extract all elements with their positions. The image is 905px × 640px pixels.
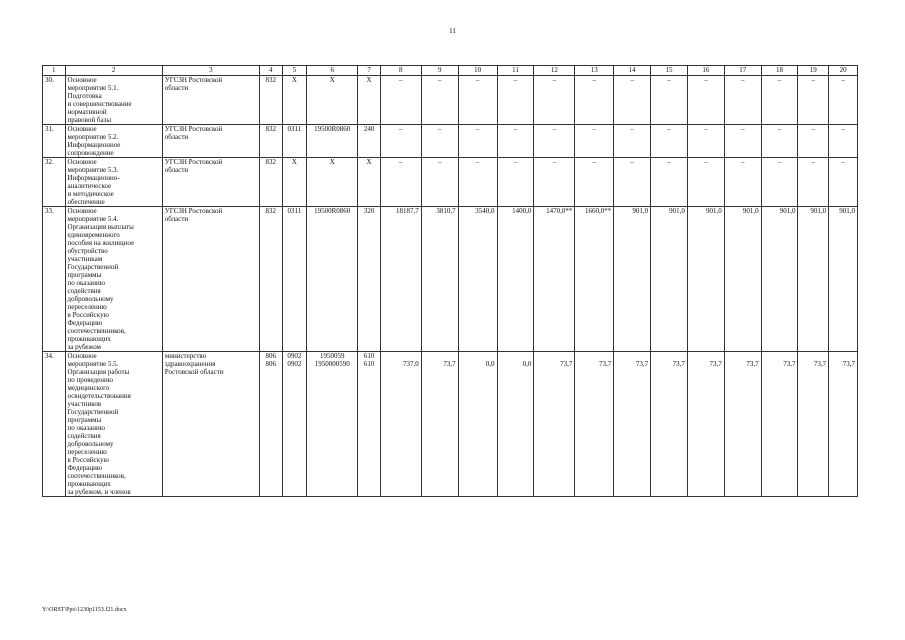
cell-line: Х <box>329 158 335 166</box>
csr-cell <box>307 207 358 352</box>
column-header: 3 <box>162 66 259 76</box>
cell-line: Подготовка <box>67 92 102 100</box>
value-cell: 18187,7 <box>380 207 421 352</box>
cell-line: программы <box>67 271 102 279</box>
column-header: 5 <box>282 66 307 76</box>
column-header: 8 <box>380 66 421 76</box>
grbs-cell <box>260 125 283 158</box>
row-number-cell: 32. <box>43 158 66 207</box>
cell-line: 832 <box>265 158 277 166</box>
grbs-cell <box>260 207 283 352</box>
cell-line: Основное <box>67 352 97 360</box>
cell-line: 1950059 <box>319 352 345 360</box>
value-cell: 901,0 <box>761 207 798 352</box>
cell-line: Х <box>291 158 297 166</box>
value-cell: – <box>534 158 575 207</box>
vr-cell <box>358 207 381 352</box>
column-header: 12 <box>534 66 575 76</box>
grbs-cell <box>260 76 283 125</box>
value-cell: 3810,7 <box>421 207 458 352</box>
column-header: 6 <box>307 66 358 76</box>
value-cell: – <box>687 76 724 125</box>
value-cell: 73,7 <box>687 352 724 497</box>
value-cell: 73,7 <box>651 352 688 497</box>
cell-line: медицинского <box>67 384 110 392</box>
cell-line: Организация работы <box>67 368 130 376</box>
executor-cell <box>162 158 259 207</box>
cell-line: мероприятие 5.4. <box>67 215 119 223</box>
measure-name-cell <box>65 352 162 497</box>
cell-line: нормативной <box>67 108 107 116</box>
cell-line: мероприятие 5.2. <box>67 133 119 141</box>
cell-line: 806 <box>265 352 277 360</box>
value-cell: – <box>534 76 575 125</box>
cell-line: сопровождение <box>67 149 114 157</box>
cell-line: в Российскую <box>67 311 109 319</box>
table-row <box>43 352 858 497</box>
cell-line: по оказанию <box>67 279 106 287</box>
grbs-cell <box>260 158 283 207</box>
value-cell: – <box>380 158 421 207</box>
cell-line: Х <box>291 76 297 84</box>
cell-line: Х <box>366 158 372 166</box>
cell-line: области <box>164 84 189 92</box>
value-cell: – <box>497 125 534 158</box>
value-cell: – <box>761 158 798 207</box>
value-cell: 73,7 <box>614 352 651 497</box>
cell-line: УГСЗН Ростовской <box>164 207 223 215</box>
value-cell: 901,0 <box>724 207 761 352</box>
cell-line: 610 <box>363 352 375 360</box>
cell-line: здравоохранения <box>164 360 216 368</box>
value-cell: 1470,0** <box>534 207 575 352</box>
executor-cell <box>162 76 259 125</box>
value-cell: 73,7 <box>798 352 829 497</box>
value-cell: – <box>575 76 614 125</box>
value-cell: – <box>614 158 651 207</box>
cell-line: Основное <box>67 125 97 133</box>
value-cell: 73,7 <box>761 352 798 497</box>
rzpr-cell <box>282 125 307 158</box>
column-header: 15 <box>651 66 688 76</box>
cell-line: Информационное <box>67 141 121 149</box>
table-row <box>43 158 858 207</box>
cell-line: УГСЗН Ростовской <box>164 76 223 84</box>
value-cell: – <box>575 158 614 207</box>
cell-line: аналитическое <box>67 182 112 190</box>
executor-cell <box>162 125 259 158</box>
cell-line: области <box>164 133 189 141</box>
column-header: 14 <box>614 66 651 76</box>
value-cell: – <box>421 76 458 125</box>
cell-line: 806 <box>265 360 277 368</box>
column-header: 9 <box>421 66 458 76</box>
cell-line: программы <box>67 416 102 424</box>
value-cell: – <box>687 158 724 207</box>
value-cell: – <box>651 158 688 207</box>
cell-line: 610 <box>363 360 375 368</box>
cell-line: области <box>164 215 189 223</box>
column-header: 16 <box>687 66 724 76</box>
value-cell: – <box>829 125 858 158</box>
executor-cell <box>162 207 259 352</box>
cell-line: за рубежом, и членов <box>67 488 131 496</box>
cell-line: в Российскую <box>67 456 109 464</box>
value-cell: 3540,0 <box>458 207 497 352</box>
measure-name-cell <box>65 207 162 352</box>
measure-name-cell <box>65 158 162 207</box>
table-row <box>43 125 858 158</box>
column-header: 11 <box>497 66 534 76</box>
cell-line: содействия <box>67 432 101 440</box>
cell-line: 832 <box>265 76 277 84</box>
value-cell: – <box>380 125 421 158</box>
column-header: 13 <box>575 66 614 76</box>
cell-line: Ростовской области <box>164 368 224 376</box>
rzpr-cell <box>282 158 307 207</box>
cell-line: министерство <box>164 352 207 360</box>
value-cell: 73,7 <box>534 352 575 497</box>
column-header: 2 <box>65 66 162 76</box>
value-cell: 73,7 <box>575 352 614 497</box>
vr-cell <box>358 76 381 125</box>
cell-line: по проведению <box>67 376 113 384</box>
value-cell: 73,7 <box>421 352 458 497</box>
value-cell: 0,0 <box>458 352 497 497</box>
csr-cell <box>307 352 358 497</box>
value-cell: 901,0 <box>614 207 651 352</box>
value-cell: – <box>798 125 829 158</box>
value-cell: – <box>651 76 688 125</box>
cell-line: Х <box>329 76 335 84</box>
cell-line: 240 <box>363 125 375 133</box>
cell-line: УГСЗН Ростовской <box>164 125 223 133</box>
cell-line: соотечественников, <box>67 472 126 480</box>
cell-line: 832 <box>265 207 277 215</box>
csr-cell <box>307 125 358 158</box>
cell-line: участникам <box>67 255 103 263</box>
cell-line: переселению <box>67 448 107 456</box>
cell-line: обеспечение <box>67 198 105 206</box>
value-cell: – <box>614 125 651 158</box>
value-cell: – <box>458 125 497 158</box>
vr-cell <box>358 158 381 207</box>
table-header <box>43 66 858 76</box>
row-number-cell: 33. <box>43 207 66 352</box>
value-cell: – <box>421 158 458 207</box>
cell-line: участников <box>67 400 102 408</box>
value-cell: 901,0 <box>687 207 724 352</box>
value-cell: – <box>458 158 497 207</box>
cell-line: проживающих <box>67 480 111 488</box>
value-cell: – <box>761 125 798 158</box>
cell-line: пособия на жилищное <box>67 239 135 247</box>
cell-line: 320 <box>363 207 375 215</box>
measure-name-cell <box>65 76 162 125</box>
measure-name-cell <box>65 125 162 158</box>
table-row <box>43 207 858 352</box>
cell-line: за рубежом <box>67 343 101 351</box>
value-cell: – <box>724 158 761 207</box>
cell-line: 19500R0860 <box>314 125 351 133</box>
value-cell: 1660,0** <box>575 207 614 352</box>
cell-line: Основное <box>67 76 97 84</box>
cell-line: по оказанию <box>67 424 106 432</box>
cell-line: обустройство <box>67 247 108 255</box>
cell-line: 19500R0860 <box>314 207 351 215</box>
cell-line: проживающих <box>67 335 111 343</box>
cell-line: и методическое <box>67 190 114 198</box>
value-cell: 737,0 <box>380 352 421 497</box>
row-number-cell: 31. <box>43 125 66 158</box>
cell-line: 832 <box>265 125 277 133</box>
value-cell: – <box>829 76 858 125</box>
value-cell: – <box>798 76 829 125</box>
value-cell: – <box>380 76 421 125</box>
cell-line: добровольному <box>67 440 114 448</box>
cell-line: Государственной <box>67 408 119 416</box>
value-cell: – <box>534 125 575 158</box>
column-header: 4 <box>260 66 283 76</box>
cell-line: 1950000590 <box>314 360 350 368</box>
cell-line: содействия <box>67 287 101 295</box>
value-cell: – <box>651 125 688 158</box>
value-cell: 1400,0 <box>497 207 534 352</box>
csr-cell <box>307 158 358 207</box>
value-cell: 73,7 <box>724 352 761 497</box>
column-header: 18 <box>761 66 798 76</box>
cell-line: мероприятие 5.5. <box>67 360 119 368</box>
value-cell: 0,0 <box>497 352 534 497</box>
value-cell: – <box>724 76 761 125</box>
row-number-cell: 34. <box>43 352 66 497</box>
cell-line: мероприятие 5.3. <box>67 166 119 174</box>
value-cell: 901,0 <box>798 207 829 352</box>
value-cell: 901,0 <box>651 207 688 352</box>
program-table <box>42 65 858 497</box>
column-header: 1 <box>43 66 66 76</box>
cell-line: Х <box>366 76 372 84</box>
cell-line: добровольному <box>67 295 114 303</box>
cell-line: 0902 <box>287 360 302 368</box>
row-number-cell: 30. <box>43 76 66 125</box>
value-cell: – <box>497 76 534 125</box>
value-cell: – <box>798 158 829 207</box>
page-number: 11 <box>449 27 456 35</box>
value-cell: – <box>575 125 614 158</box>
value-cell: 901,0 <box>829 207 858 352</box>
cell-line: Организация выплаты <box>67 223 134 231</box>
cell-line: правовой базы <box>67 116 112 124</box>
value-cell: – <box>829 158 858 207</box>
rzpr-cell <box>282 352 307 497</box>
value-cell: – <box>761 76 798 125</box>
cell-line: Федерацию <box>67 464 103 472</box>
cell-line: освидетельствования <box>67 392 131 400</box>
cell-line: Основное <box>67 207 97 215</box>
cell-line: переселению <box>67 303 107 311</box>
cell-line: Информационно- <box>67 174 120 182</box>
value-cell: – <box>497 158 534 207</box>
vr-cell <box>358 352 381 497</box>
csr-cell <box>307 76 358 125</box>
column-header: 7 <box>358 66 381 76</box>
column-header: 17 <box>724 66 761 76</box>
cell-line: УГСЗН Ростовской <box>164 158 223 166</box>
cell-line: 0902 <box>287 352 302 360</box>
value-cell: – <box>687 125 724 158</box>
cell-line: Основное <box>67 158 97 166</box>
vr-cell <box>358 125 381 158</box>
value-cell: 73,7 <box>829 352 858 497</box>
cell-line: 0311 <box>287 207 302 215</box>
executor-cell <box>162 352 259 497</box>
cell-line: мероприятие 5.1. <box>67 84 119 92</box>
value-cell: – <box>458 76 497 125</box>
column-header: 20 <box>829 66 858 76</box>
table-row <box>43 76 858 125</box>
cell-line: Федерацию <box>67 319 103 327</box>
column-header: 10 <box>458 66 497 76</box>
cell-line: Государственной <box>67 263 119 271</box>
cell-line: 0311 <box>287 125 302 133</box>
value-cell: – <box>724 125 761 158</box>
rzpr-cell <box>282 207 307 352</box>
cell-line: соотечественников, <box>67 327 126 335</box>
column-header: 19 <box>798 66 829 76</box>
value-cell: – <box>421 125 458 158</box>
value-cell: – <box>614 76 651 125</box>
grbs-cell <box>260 352 283 497</box>
cell-line: единовременного <box>67 231 120 239</box>
rzpr-cell <box>282 76 307 125</box>
cell-line: области <box>164 166 189 174</box>
footer-file-path: Y:\ORST\Ppo\1230p1153.f21.docx <box>42 607 127 613</box>
cell-line: и совершенствование <box>67 100 132 108</box>
